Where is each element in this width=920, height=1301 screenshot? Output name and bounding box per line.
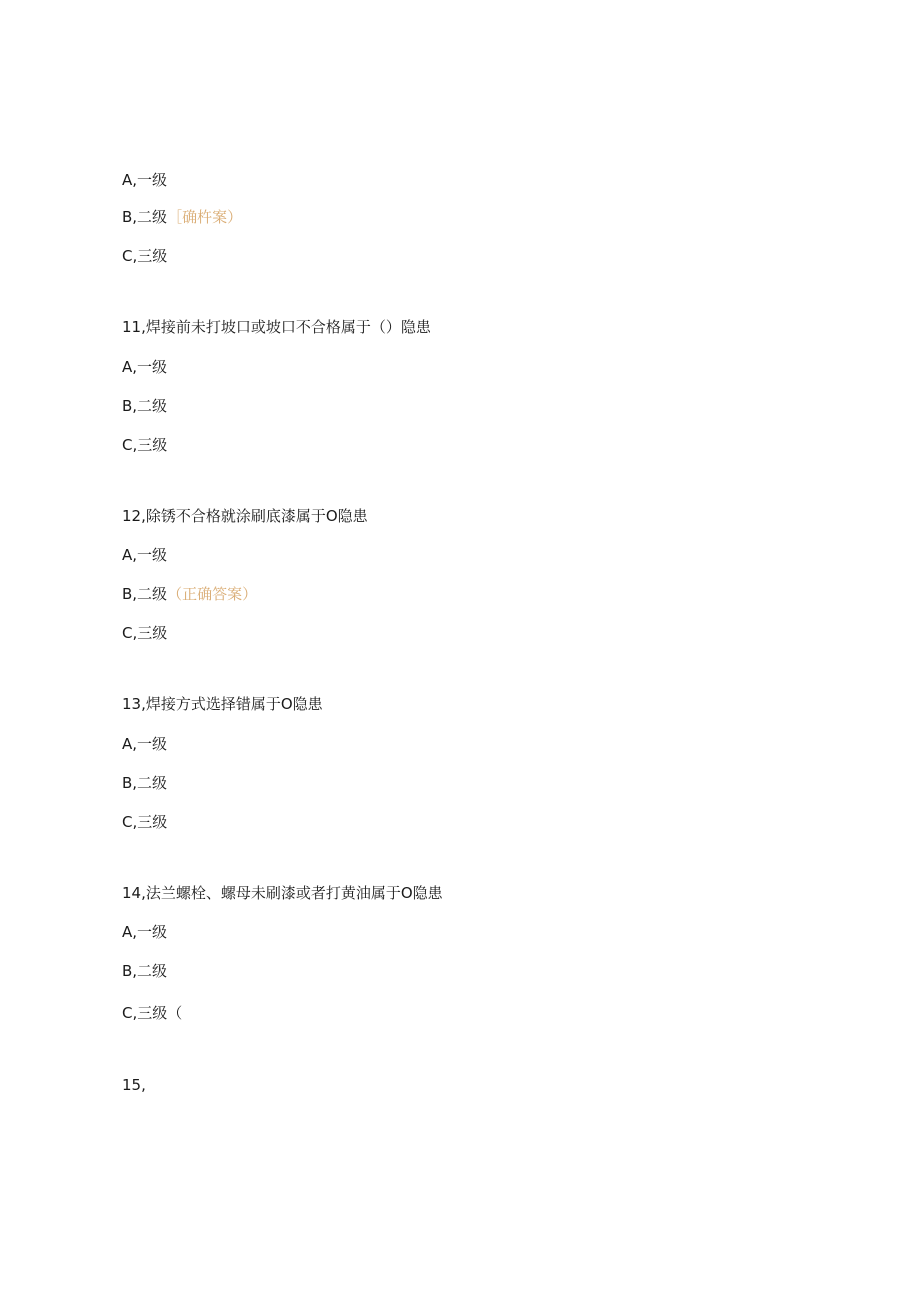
correct-answer-mark: （正确答案） — [167, 585, 258, 603]
question-13 — [122, 694, 323, 714]
option-text: C,三级 — [122, 624, 168, 642]
question-14 — [122, 883, 443, 903]
option-b — [122, 396, 167, 416]
option-a — [122, 545, 167, 565]
question-11 — [122, 317, 431, 337]
question-15 — [122, 1075, 146, 1095]
option-c — [122, 246, 167, 266]
option-a — [122, 922, 167, 942]
question-12 — [122, 506, 368, 526]
option-b — [122, 207, 242, 227]
option-c — [122, 435, 167, 455]
option-text: B,二级 — [122, 962, 168, 980]
option-text: A,一级 — [122, 735, 168, 753]
option-b — [122, 773, 167, 793]
option-text: B,二级 — [122, 208, 168, 226]
option-c — [122, 623, 167, 643]
option-text: A,一级 — [122, 546, 168, 564]
question-text: 15, — [122, 1076, 146, 1094]
option-text: B,二级 — [122, 585, 168, 603]
option-text: B,二级 — [122, 397, 168, 415]
option-b — [122, 961, 167, 981]
correct-answer-mark: ［确杵案） — [167, 208, 243, 226]
question-text: 12,除锈不合格就涂刷底漆属于O隐患 — [122, 507, 368, 525]
option-a — [122, 170, 167, 190]
question-text: 14,法兰螺栓、螺母未刷漆或者打黄油属于O隐患 — [122, 884, 443, 902]
option-text: C,三级 — [122, 247, 168, 265]
option-text: A,一级 — [122, 923, 168, 941]
option-text: A,一级 — [122, 171, 168, 189]
option-a — [122, 357, 167, 377]
option-c — [122, 812, 167, 832]
question-text: 11,焊接前未打坡口或坡口不合格属于（）隐患 — [122, 318, 431, 336]
option-text: C,三级（ — [122, 1004, 183, 1022]
option-text: A,一级 — [122, 358, 168, 376]
option-a — [122, 734, 167, 754]
option-text: C,三级 — [122, 436, 168, 454]
option-text: B,二级 — [122, 774, 168, 792]
option-c — [122, 1003, 182, 1023]
option-text: C,三级 — [122, 813, 168, 831]
question-text: 13,焊接方式选择错属于O隐患 — [122, 695, 323, 713]
option-b — [122, 584, 257, 604]
